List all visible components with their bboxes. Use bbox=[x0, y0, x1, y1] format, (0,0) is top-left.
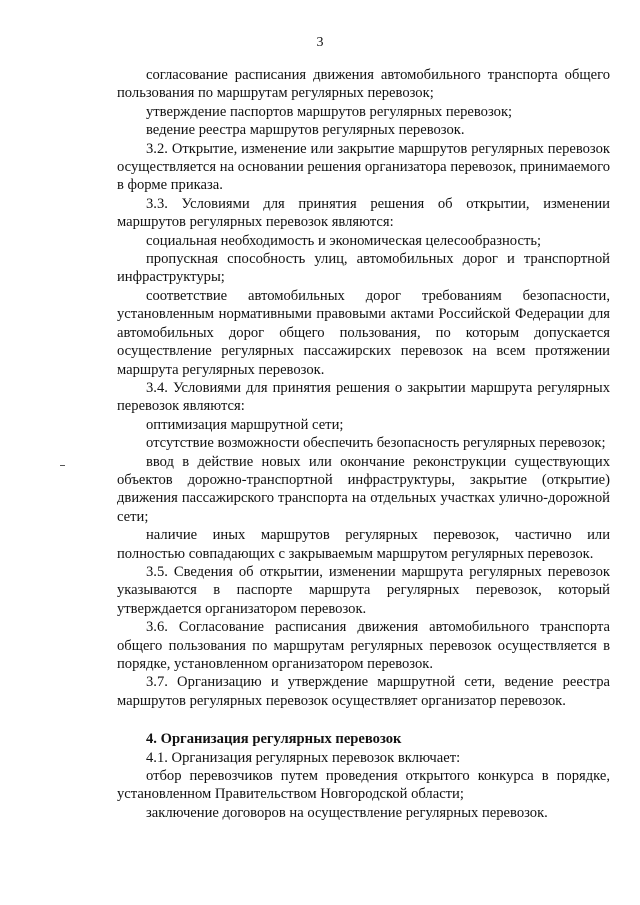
paragraph: 3.6. Согласование расписания движения автомобильного транспорта общего пользования по маршрутам регулярных перевозок осуществляется в порядке, установленном организатором перевозок. bbox=[117, 619, 610, 672]
paragraph: 3.7. Организацию и утверждение маршрутной сети, ведение реестра маршрутов регулярных перевозок осуществляет организатор перевозок. bbox=[117, 674, 610, 709]
paragraph: 3.2. Открытие, изменение или закрытие маршрутов регулярных перевозок осуществляется на основании решения организатора перевозок, принимаемого в форме приказа. bbox=[117, 140, 610, 194]
paragraph: пропускная способность улиц, автомобильных дорог и транспортной инфраструктуры; bbox=[117, 251, 610, 286]
paragraph: отбор перевозчиков путем проведения открытого конкурса в порядке, установленном Правительством Новгородской области; bbox=[117, 768, 610, 803]
paragraph: ведение реестра маршрутов регулярных перевозок. bbox=[146, 122, 465, 139]
paragraph: соответствие автомобильных дорог требованиям безопасности, установленным нормативными правовыми актами Российской Федерации для автомобильных дорог общего пользования, по которым допускается осуществление регулярных пассажирских перевозок на всем протяжении маршрута регулярных перевозок. bbox=[117, 287, 610, 378]
document-body bbox=[117, 66, 610, 822]
section-spacer bbox=[117, 710, 610, 730]
paragraph: наличие иных маршрутов регулярных перевозок, частично или полностью совпадающих с закрываемым маршрутом регулярных перевозок. bbox=[117, 527, 610, 562]
paragraph: согласование расписания движения автомобильного транспорта общего пользования по маршрутам регулярных перевозок; bbox=[117, 67, 610, 102]
paragraph: 3.3. Условиями для принятия решения об открытии, изменении маршрутов регулярных перевозок являются: bbox=[117, 195, 610, 231]
paragraph: 4.1. Организация регулярных перевозок включает: bbox=[146, 749, 461, 766]
page-number: 3 bbox=[316, 35, 324, 50]
paragraph: утверждение паспортов маршрутов регулярных перевозок; bbox=[146, 103, 513, 120]
paragraph: ввод в действие новых или окончание реконструкции существующих объектов дорожно-транспортной инфраструктуры, закрытие (открытие) движения пассажирского транспорта на отдельных участках улично-дорожной сети; bbox=[117, 453, 610, 525]
margin-mark bbox=[60, 465, 65, 466]
paragraph: 3.5. Сведения об открытии, изменении маршрута регулярных перевозок указываются в паспорте маршрута регулярных перевозок, который утверждается организатором перевозок. bbox=[117, 563, 610, 617]
paragraph: 3.4. Условиями для принятия решения о закрытии маршрута регулярных перевозок являются: bbox=[117, 379, 610, 415]
section-heading: 4. Организация регулярных перевозок bbox=[146, 731, 402, 748]
paragraph: заключение договоров на осуществление регулярных перевозок. bbox=[146, 804, 548, 821]
paragraph: оптимизация маршрутной сети; bbox=[146, 416, 344, 433]
paragraph: социальная необходимость и экономическая целесообразность; bbox=[146, 232, 542, 249]
paragraph: отсутствие возможности обеспечить безопасность регулярных перевозок; bbox=[146, 435, 606, 452]
